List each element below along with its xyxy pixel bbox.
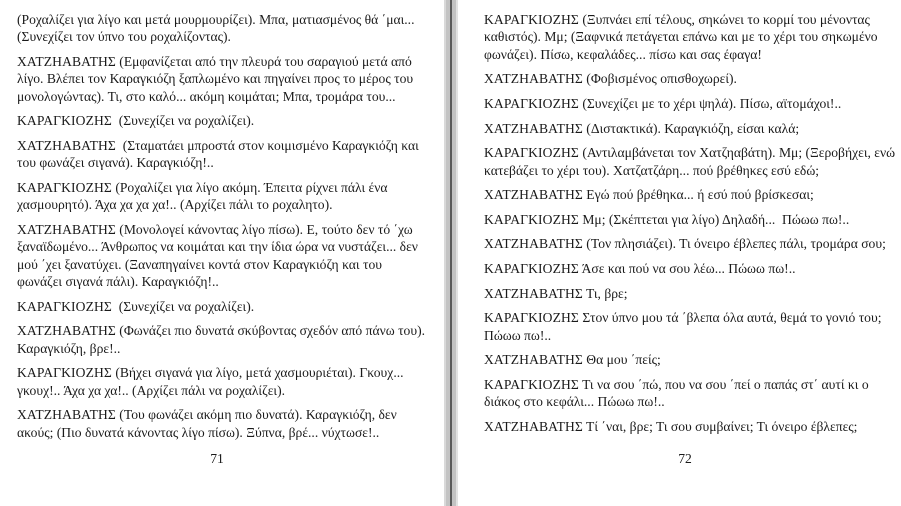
dialogue-paragraph <box>17 53 427 105</box>
dialogue-paragraph <box>484 70 896 87</box>
dialogue-text: Στον ύπνο μου τά ΄βλεπα όλα αυτά, θεμά το γονιό του; Πώωω πω!.. <box>484 310 885 343</box>
speaker-name: ΧΑΤΖΗΑΒΑΤΗΣ <box>17 54 116 69</box>
dialogue-paragraph <box>17 322 427 357</box>
speaker-name: ΧΑΤΖΗΑΒΑΤΗΣ <box>17 407 116 423</box>
left-page <box>0 0 444 506</box>
left-page-text <box>17 11 427 448</box>
right-page <box>458 0 901 506</box>
dialogue-paragraph <box>17 179 427 214</box>
dialogue-paragraph <box>484 120 896 137</box>
dialogue-text: (Εμφανίζεται από την πλευρά του σαραγιού μετά από λίγο. Βλέπει τον Καραγκιόζη ξαπλωμένο και πηγαίνει προς το μέρος του μονολογώντας). Τι, στο καλό... ακόμη κοιμάται; Μπα, τρομάρα του... <box>17 54 417 104</box>
speaker-name: ΚΑΡΑΓΚΙΟΖΗΣ <box>484 96 579 111</box>
speaker-name: ΧΑΤΖΗΑΒΑΤΗΣ <box>17 138 116 153</box>
speaker-name: ΚΑΡΑΓΚΙΟΖΗΣ <box>17 180 112 195</box>
dialogue-paragraph <box>17 112 427 129</box>
dialogue-text: Τί ΄ναι, βρε; Τι σου συμβαίνει; Τι όνειρο έβλεπες; <box>582 418 858 434</box>
dialogue-text: (Σταματάει μπροστά στον κοιμισμένο Καραγκιόζη και του φωνάζει σιγανά). Καραγκιόζη!.. <box>17 138 423 171</box>
dialogue-text: (Συνεχίζει να ροχαλίζει). <box>111 298 255 314</box>
gutter-spine-line <box>450 0 452 506</box>
dialogue-paragraph <box>17 364 427 399</box>
dialogue-text: (Συνεχίζει να ροχαλίζει). <box>111 113 255 129</box>
dialogue-text: Θα μου ΄πείς; <box>582 352 661 368</box>
dialogue-paragraph <box>484 260 896 277</box>
dialogue-paragraph <box>17 298 427 315</box>
dialogue-paragraph <box>17 406 427 441</box>
dialogue-text: Τι να σου ΄πώ, που να σου ΄πεί ο παπάς στ΄ αυτί κι ο διάκος στο κεφάλι... Πώωω πω!.. <box>484 376 873 410</box>
speaker-name: ΚΑΡΑΓΚΙΟΖΗΣ <box>17 113 112 129</box>
speaker-name: ΚΑΡΑΓΚΙΟΖΗΣ <box>484 260 579 276</box>
speaker-name: ΧΑΤΖΗΑΒΑΤΗΣ <box>17 222 116 237</box>
dialogue-paragraph <box>484 11 896 63</box>
dialogue-paragraph <box>484 211 896 228</box>
dialogue-text: (Του φωνάζει ακόμη πιο δυνατά). Καραγκιόζη, δεν ακούς; (Πιο δυνατά κάνοντας λίγο πίσω). Ξύπνα, βρέ... νύχτωσε!.. <box>17 407 401 440</box>
dialogue-paragraph <box>484 351 896 368</box>
page-number: 72 <box>678 451 692 466</box>
dialogue-paragraph <box>484 186 896 203</box>
dialogue-text: (Ροχαλίζει για λίγο ακόμη. Έπειτα ρίχνει πάλι ένα χασμουρητό). Άχα χα χα χα!.. (Αρχίζει πάλι το ροχαλητο). <box>17 180 391 213</box>
speaker-name: ΧΑΤΖΗΑΒΑΤΗΣ <box>484 187 583 203</box>
dialogue-paragraph <box>484 309 896 344</box>
speaker-name: ΚΑΡΑΓΚΙΟΖΗΣ <box>17 365 112 381</box>
page-gutter <box>444 0 458 506</box>
speaker-name: ΚΑΡΑΓΚΙΟΖΗΣ <box>484 145 579 161</box>
page-number: 71 <box>210 451 224 466</box>
dialogue-text: (Φωνάζει πιο δυνατά σκύβοντας σχεδόν από πάνω του). Καραγκιόζη, βρε!.. <box>17 323 429 356</box>
dialogue-paragraph <box>17 221 427 291</box>
dialogue-text: Εγώ πού βρέθηκα... ή εσύ πού βρίσκεσαι; <box>582 187 814 203</box>
dialogue-text: (Φοβισμένος οπισθοχωρεί). <box>582 71 737 87</box>
speaker-name: ΚΑΡΑΓΚΙΟΖΗΣ <box>484 376 579 392</box>
speaker-name: ΧΑΤΖΗΑΒΑΤΗΣ <box>484 352 583 368</box>
dialogue-text: (Αντιλαμβάνεται τον Χατζηαβάτη). Μμ; (Ξεροβήχει, ενώ κατεβάζει το χέρι του). Χατζατζάρη... πού βρέθηκες εσύ εδώ; <box>484 145 899 178</box>
dialogue-text: Μμ; (Σκέπτεται για λίγο) Δηλαδή... Πώωω πω!.. <box>578 211 850 227</box>
speaker-name: ΧΑΤΖΗΑΒΑΤΗΣ <box>484 120 583 136</box>
dialogue-text: (Ροχαλίζει για λίγο και μετά μουρμουρίζει). Μπα, ματιασμένος θά ΄μαι... (Συνεχίζει τον ύπνο του ροχαλίζοντας). <box>17 12 418 45</box>
dialogue-paragraph <box>484 144 899 179</box>
speaker-name: ΚΑΡΑΓΚΙΟΖΗΣ <box>17 298 112 314</box>
speaker-name: ΧΑΤΖΗΑΒΑΤΗΣ <box>484 236 583 252</box>
dialogue-text: (Βήχει σιγανά για λίγο, μετά χασμουριέται). Γκουχ... γκουχ!.. Άχα χα χα!.. (Αρχίζει πάλι να ροχαλίζει). <box>17 365 407 398</box>
dialogue-paragraph <box>484 95 896 112</box>
dialogue-paragraph <box>17 11 427 46</box>
speaker-name: ΧΑΤΖΗΑΒΑΤΗΣ <box>484 285 583 301</box>
speaker-name: ΧΑΤΖΗΑΒΑΤΗΣ <box>484 418 583 434</box>
speaker-name: ΧΑΤΖΗΑΒΑΤΗΣ <box>17 323 116 339</box>
speaker-name: ΧΑΤΖΗΑΒΑΤΗΣ <box>484 71 583 87</box>
dialogue-paragraph <box>484 285 896 302</box>
dialogue-text: Άσε και πού να σου λέω... Πώωω πω!.. <box>578 260 796 276</box>
dialogue-text: (Ξυπνάει επί τέλους, σηκώνει το κορμί του μένοντας καθιστός). Μμ; (Ξαφνικά πετάγεται επάνω και με το χέρι του σηκωμένο φωνάζει). Πίσω, κεφαλάδες... πίσω και σας έφαγα! <box>484 12 882 62</box>
dialogue-paragraph <box>484 235 896 252</box>
dialogue-text: (Τον πλησιάζει). Τι όνειρο έβλεπες πάλι, τρομάρα σου; <box>582 236 886 252</box>
dialogue-text: (Διστακτικά). Καραγκιόζη, είσαι καλά; <box>582 120 800 136</box>
dialogue-text: (Συνεχίζει με το χέρι ψηλά). Πίσω, αϊτομάχοι!.. <box>578 96 842 111</box>
dialogue-paragraph <box>484 418 896 435</box>
speaker-name: ΚΑΡΑΓΚΙΟΖΗΣ <box>484 12 579 27</box>
speaker-name: ΚΑΡΑΓΚΙΟΖΗΣ <box>484 211 579 227</box>
dialogue-paragraph <box>484 376 896 411</box>
right-page-text <box>484 11 899 442</box>
speaker-name: ΚΑΡΑΓΚΙΟΖΗΣ <box>484 310 579 326</box>
dialogue-text: Τι, βρε; <box>582 285 628 301</box>
dialogue-paragraph <box>17 137 427 172</box>
dialogue-text: (Μονολογεί κάνοντας λίγο πίσω). Ε, τούτο δεν τό ΄χω ξαναϊδωμένο... Άνθρωπος να κοιμάται και την ίδια ώρα να νυστάζει... δεν μού ΄χει ξανατύχει. (Ξαναπηγαίνει κοντά στον Καραγκιόζη και του φωνάζει σιγανά πάλι). Καραγκιόζη!.. <box>17 222 422 290</box>
